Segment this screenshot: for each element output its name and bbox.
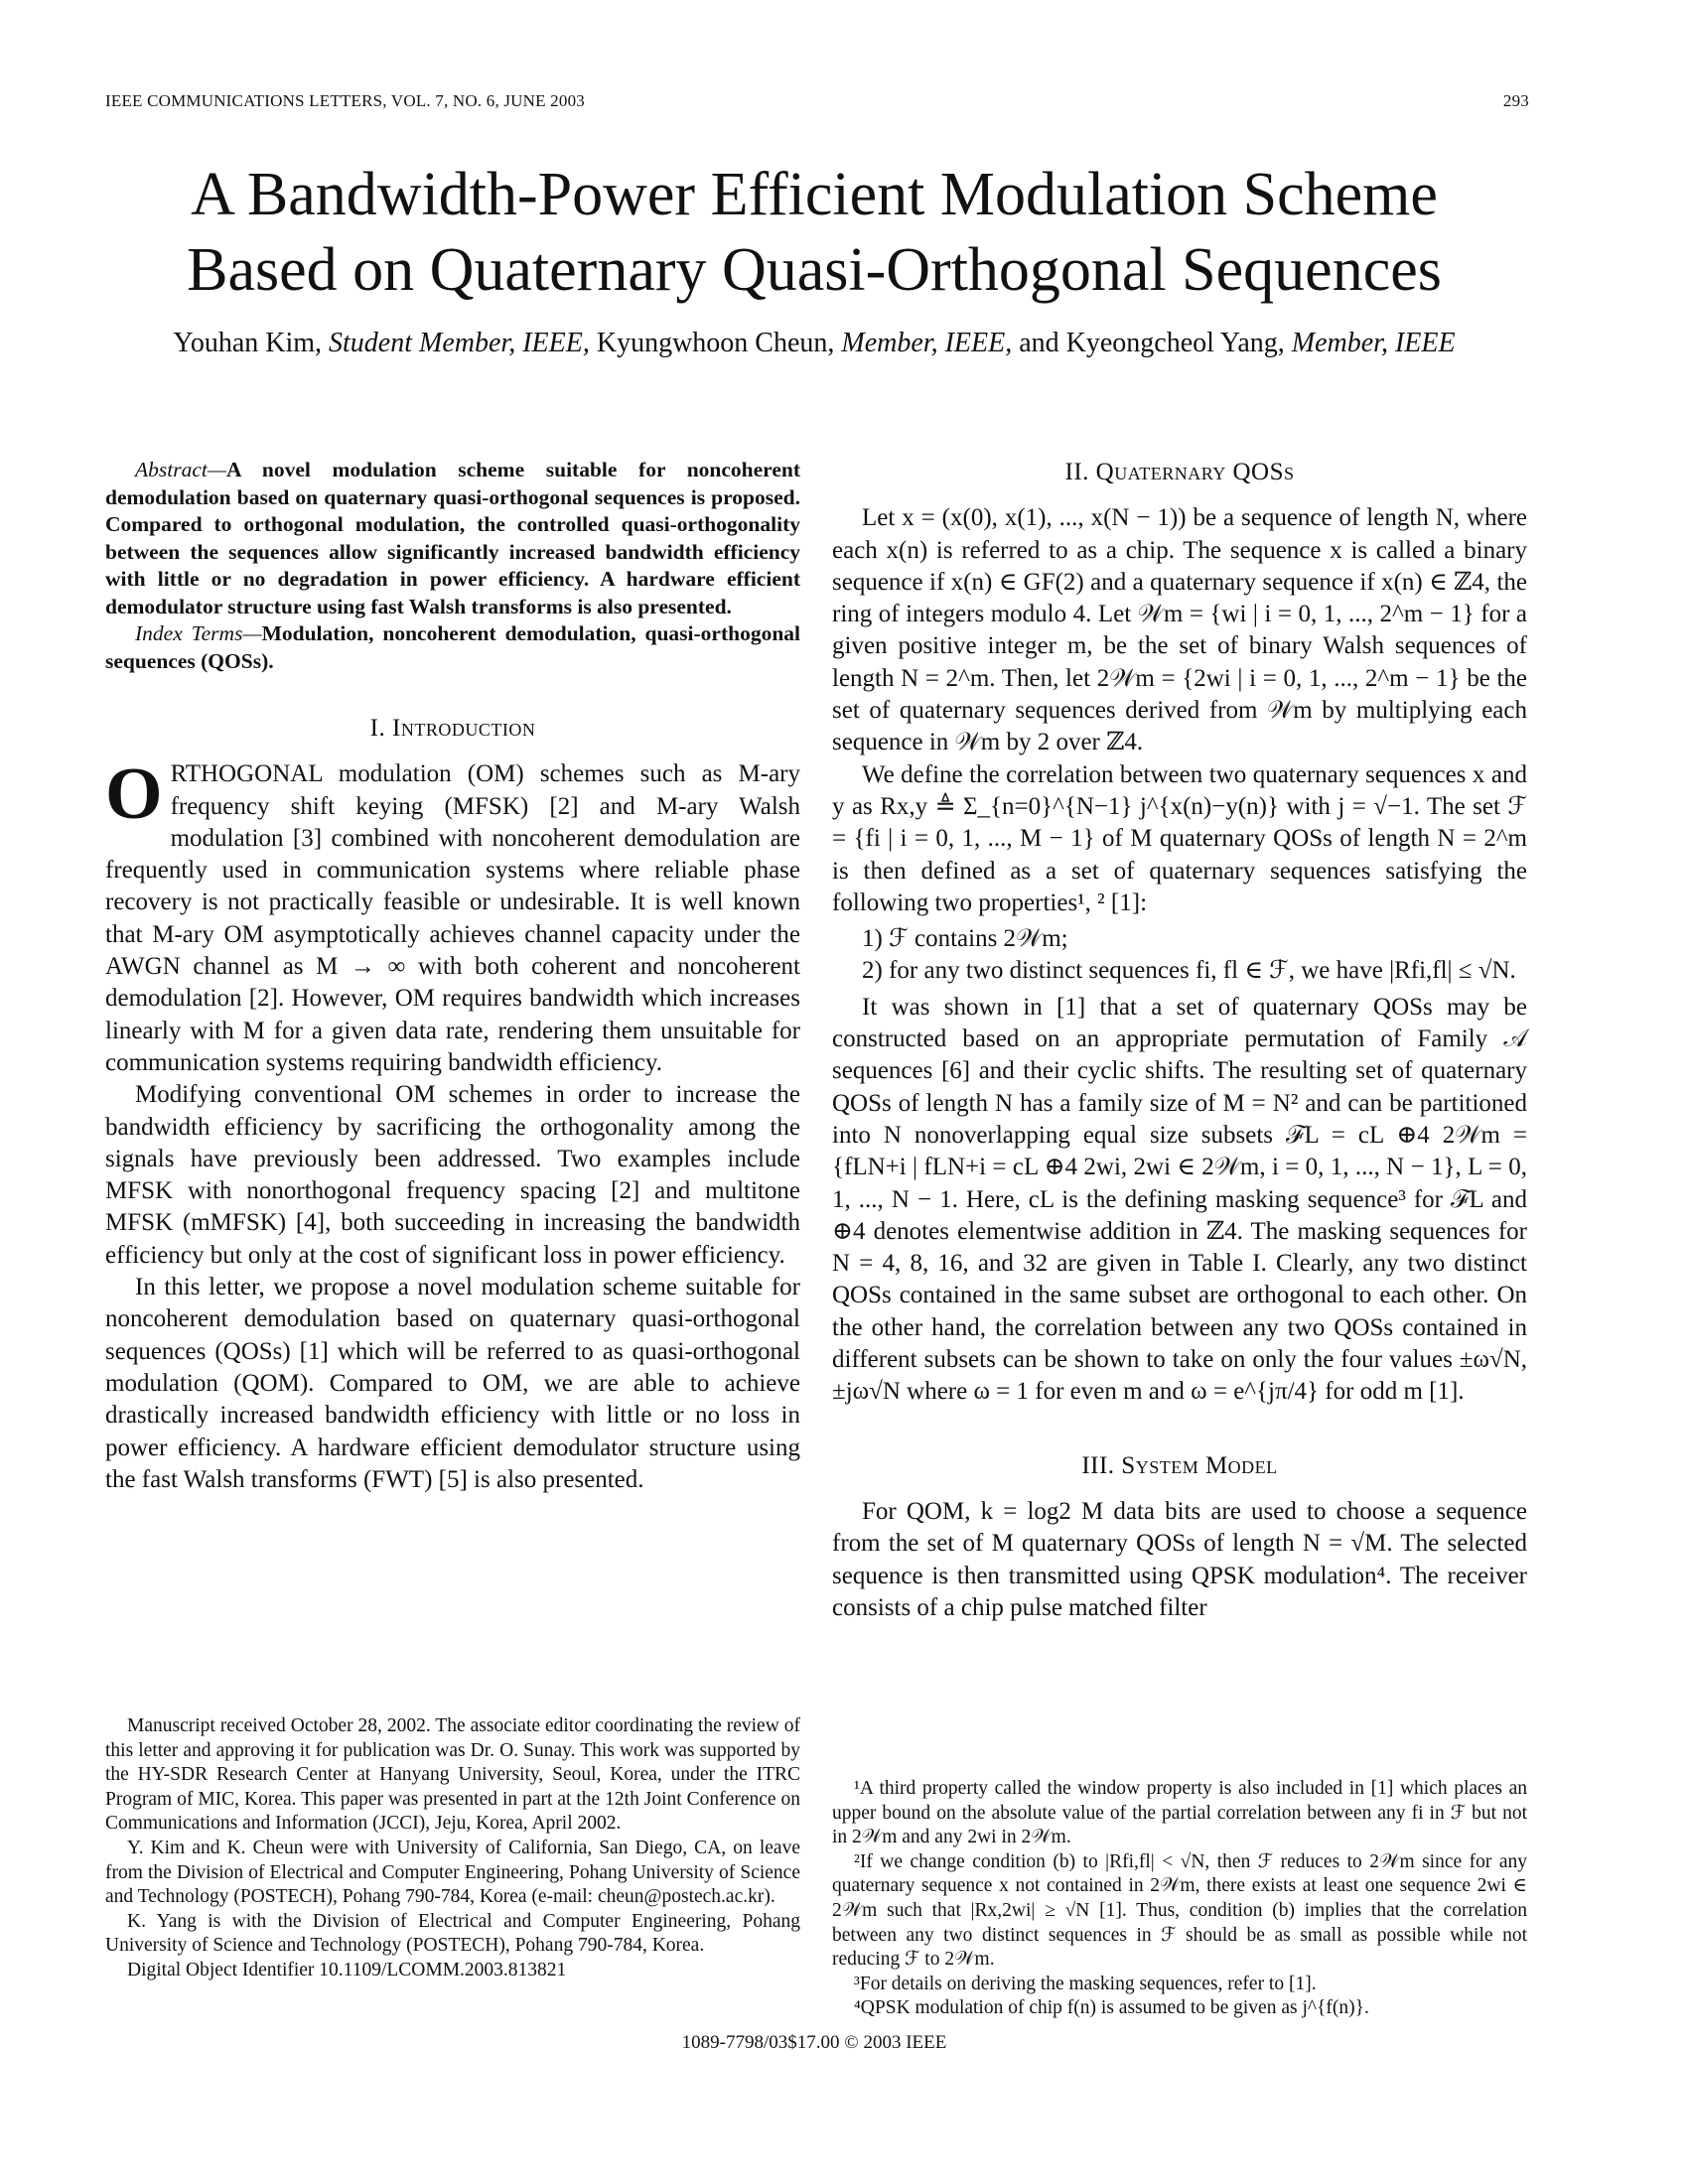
footnote-affiliation-2: K. Yang is with the Division of Electrical and Computer Engineering, Pohang University of Science and Technology (POSTECH), Pohang 790-784, Korea. — [105, 1910, 800, 1957]
index-terms-label: Index Terms— — [135, 621, 262, 645]
abstract-label: Abstract— — [135, 458, 226, 481]
property-item-1: 1) ℱ contains 2𝒲m; — [862, 925, 1068, 953]
intro-paragraph-1 — [105, 753, 800, 1079]
intro-paragraph-3: In this letter, we propose a novel modulation scheme suitable for noncoherent demodulation based on quaternary quasi-orthogonal sequences (QOSs) [1] which will be referred to as quasi-orthogonal modulation (QOM). Compared to OM, we are able to achieve drastically increased bandwidth efficiency with little or no loss in power efficiency. A hardware efficient demodulator structure using the fast Walsh transforms (FWT) [5] is also presented. — [105, 1274, 800, 1493]
property-list — [832, 923, 1527, 988]
author-1-role: Student Member, IEEE, — [329, 328, 590, 358]
footnote-manuscript: Manuscript received October 28, 2002. The associate editor coordinating the review of this letter and approving it for publication was Dr. O. Sunay. This work was supported by the HY-SDR Research Center at Hanyang University, Seoul, Korea, under the ITRC Program of MIC, Korea. This paper was presented in part at the 12th Joint Conference on Communications and Information (JCCI), Jeju, Korea, April 2002. — [105, 1715, 800, 1835]
left-column — [105, 457, 800, 1496]
index-terms-text: Modulation, noncoherent demodulation, quasi-orthogonal sequences (QOSs). — [105, 621, 801, 673]
right-footnotes — [832, 1777, 1527, 2021]
right-column — [832, 457, 1527, 1624]
abstract — [105, 457, 800, 620]
title-line-2: Based on Quaternary Quasi-Orthogonal Sequences — [187, 236, 1442, 304]
property-item-2: 2) for any two distinct sequences fi, fl ∈ ℱ, we have |Rfi,fl| ≤ √N. — [862, 957, 1516, 985]
footnote-doi: Digital Object Identifier 10.1109/LCOMM.2003.813821 — [127, 1959, 567, 1980]
section-heading-system-model: III. System Model — [1081, 1451, 1278, 1479]
author-list — [0, 328, 1628, 359]
title-line-1: A Bandwidth-Power Efficient Modulation Scheme — [191, 161, 1438, 228]
footnote-4: ⁴QPSK modulation of chip f(n) is assumed to be given as j^{f(n)}. — [854, 1997, 1369, 2019]
section-heading-quaternary-qoss: II. Quaternary QOSs — [1064, 459, 1295, 485]
qos-paragraph-2: We define the correlation between two quaternary sequences x and y as Rx,y ≜ Σ_{n=0}^{N−1} j^{x(n)−y(n)} with j = √−1. The set ℱ = {fi | i = 0, 1, ..., M − 1} of M quaternary QOSs of length N = 2^m is then defined as a set of quaternary sequences satisfying the following two properties¹, ² [1]: — [832, 760, 1527, 916]
system-paragraph-1: For QOM, k = log2 M data bits are used to choose a sequence from the set of M quaternary QOSs of length N = √M. The selected sequence is then transmitted using QPSK modulation⁴. The receiver consists of a chip pulse matched filter — [832, 1497, 1527, 1621]
intro-p1-text: RTHOGONAL modulation (OM) schemes such as M-ary frequency shift keying (MFSK) [2] and M-ary Walsh modulation [3] combined with noncoherent demodulation are frequently used in communication systems where reliable phase recovery is not practically feasible or undesirable. It is well known that M-ary OM asymptotically achieves channel capacity under the AWGN channel as M → ∞ with both coherent and noncoherent demodulation [2]. However, OM requires bandwidth which increases linearly with M for a given data rate, rendering them unsuitable for communication systems requiring bandwidth efficiency. — [105, 760, 800, 1076]
paper-title — [0, 157, 1628, 308]
author-2-name: Kyungwhoon Cheun, — [596, 328, 835, 358]
drop-cap: O — [105, 753, 163, 836]
running-header: IEEE COMMUNICATIONS LETTERS, VOL. 7, NO. 6, JUNE 2003 — [105, 91, 585, 110]
footnote-3: ³For details on deriving the masking sequences, refer to [1]. — [854, 1973, 1317, 1994]
qos-paragraph-1: Let x = (x(0), x(1), ..., x(N − 1)) be a sequence of length N, where each x(n) is referred to as a chip. The sequence x is called a binary sequence if x(n) ∈ GF(2) and a quaternary sequence if x(n) ∈ ℤ4, the ring of integers modulo 4. Let 𝒲m = {wi | i = 0, 1, ..., 2^m − 1} for a given positive integer m, be the set of binary Walsh sequences of length N = 2^m. Then, let 2𝒲m = {2wi | i = 0, 1, ..., 2^m − 1} be the set of quaternary sequences derived from 𝒲m by multiplying each sequence in 𝒲m by 2 over ℤ4. — [832, 504, 1527, 756]
author-3-role: Member, IEEE — [1291, 328, 1456, 358]
left-footnotes — [105, 1714, 800, 1983]
footnote-1: ¹A third property called the window property is also included in [1] which places an upper bound on the absolute value of the partial correlation between any fi in ℱ but not in 2𝒲m and any 2wi in 2𝒲m. — [832, 1778, 1527, 1848]
page-number: 293 — [1502, 91, 1529, 110]
author-3-name: and Kyeongcheol Yang, — [1019, 328, 1285, 358]
author-2-role: Member, IEEE, — [841, 328, 1013, 358]
intro-paragraph-2: Modifying conventional OM schemes in order to increase the bandwidth efficiency by sacrificing the orthogonality among the signals have previously been addressed. Two examples include MFSK with nonorthogonal frequency spacing [2] and multitone MFSK (mMFSK) [4], both succeeding in increasing the bandwidth efficiency but only at the cost of significant loss in power efficiency. — [105, 1081, 800, 1269]
footnote-2: ²If we change condition (b) to |Rfi,fl| < √N, then ℱ reduces to 2𝒲m since for any quaternary sequence x not contained in 2𝒲m, there exists at least one sequence 2wi ∈ 2𝒲m such that |Rx,2wi| ≥ √N [1]. Thus, condition (b) implies that the correlation between any two distinct sequences in ℱ should be as small as possible while not reducing ℱ to 2𝒲m. — [832, 1850, 1527, 1971]
footnote-affiliation-1: Y. Kim and K. Cheun were with University of California, San Diego, CA, on leave from the Division of Electrical and Computer Engineering, Pohang University of Science and Technology (POSTECH), Pohang 790-784, Korea (e-mail: cheun@postech.ac.kr). — [105, 1837, 800, 1908]
qos-paragraph-3: It was shown in [1] that a set of quaternary QOSs may be constructed based on an appropriate permutation of Family 𝒜 sequences [6] and their cyclic shifts. The resulting set of quaternary QOSs of length N has a family size of M = N² and can be partitioned into N nonoverlapping equal size subsets ℱL = cL ⊕4 2𝒲m = {fLN+i | fLN+i = cL ⊕4 2wi, 2wi ∈ 2𝒲m, i = 0, 1, ..., N − 1}, L = 0, 1, ..., N − 1. Here, cL is the defining masking sequence³ for ℱL and ⊕4 denotes elementwise addition in ℤ4. The masking sequences for N = 4, 8, 16, and 32 are given in Table I. Clearly, any two distinct QOSs contained in the same subset are orthogonal to each other. On the other hand, the correlation between any two QOSs contained in different subsets can be shown to take on only the four values ±ω√N, ±jω√N where ω = 1 for even m and ω = e^{jπ/4} for odd m [1]. — [832, 993, 1527, 1406]
author-1-name: Youhan Kim, — [173, 328, 323, 358]
abstract-text: A novel modulation scheme suitable for noncoherent demodulation based on quaternary quasi-orthogonal sequences is proposed. Compared to orthogonal modulation, the controlled quasi-orthogonality between the sequences allow significantly increased bandwidth efficiency with little or no degradation in power efficiency. A hardware efficient demodulator structure using fast Walsh transforms is also presented. — [105, 458, 800, 618]
copyright-line: 1089-7798/03$17.00 © 2003 IEEE — [681, 2032, 947, 2053]
index-terms — [105, 620, 800, 675]
section-heading-introduction: I. Introduction — [369, 715, 536, 742]
